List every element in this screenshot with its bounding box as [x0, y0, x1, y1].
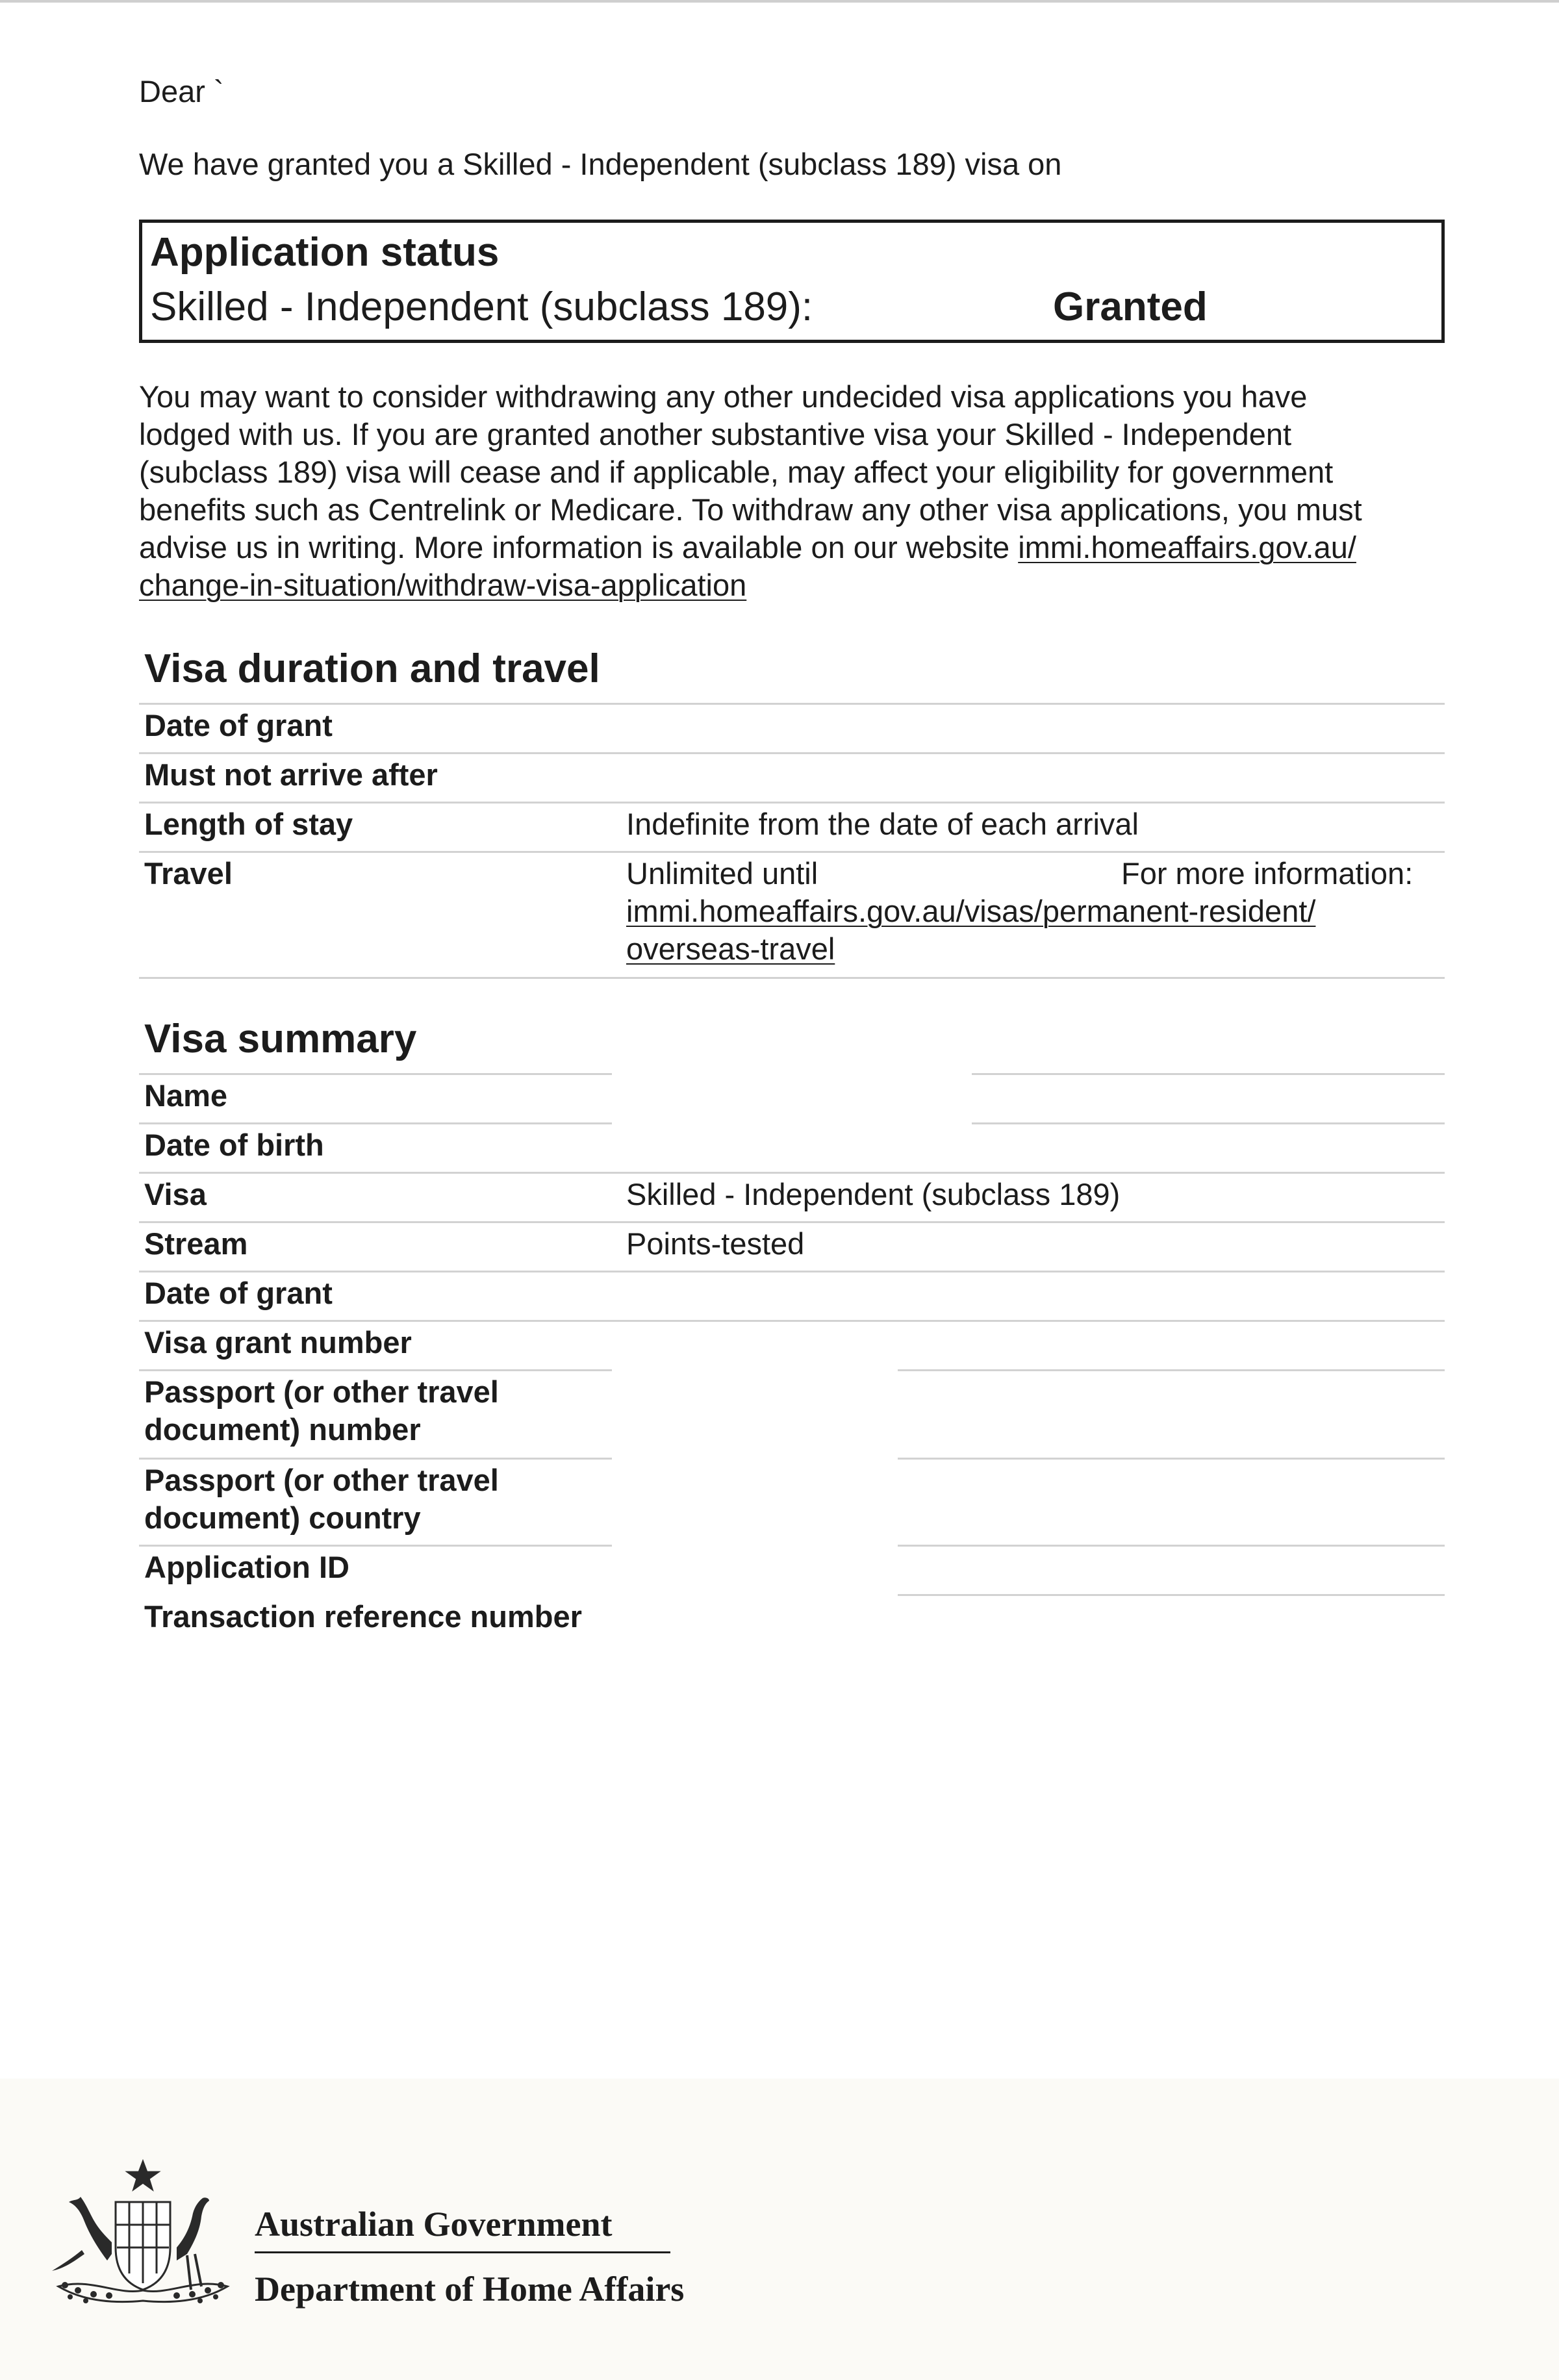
notice-line: (subclass 189) visa will cease and if applicable, may affect your eligibility for government	[139, 455, 1334, 489]
table-rule	[139, 1073, 612, 1075]
notice-line	[139, 529, 1356, 566]
application-id-label: Application ID	[144, 1550, 349, 1584]
table-rule	[139, 1172, 1445, 1174]
status-box-title: Application status	[150, 230, 500, 275]
table-rule	[139, 1458, 612, 1460]
australian-government-wordmark: Australian Government	[255, 2205, 613, 2244]
table-rule	[139, 1320, 1445, 1322]
passport-country-label-line1: Passport (or other travel	[144, 1463, 499, 1497]
table-rule	[139, 1271, 1445, 1272]
notice-line	[139, 566, 746, 604]
notice-line: benefits such as Centrelink or Medicare. To withdraw any other visa applications, you must	[139, 492, 1362, 527]
length-of-stay-label: Length of stay	[144, 807, 353, 841]
page-top-edge	[0, 0, 1559, 3]
visa-summary-title: Visa summary	[144, 1017, 417, 1061]
travel-link-line1[interactable]: immi.homeaffairs.gov.au/visas/permanent-resident/	[626, 894, 1316, 928]
application-status-box	[139, 220, 1445, 343]
status-value: Granted	[1053, 285, 1208, 329]
length-of-stay-value: Indefinite from the date of each arrival	[626, 807, 1139, 841]
visa-duration-title: Visa duration and travel	[144, 646, 600, 691]
withdraw-link-part2[interactable]: change-in-situation/withdraw-visa-application	[139, 568, 747, 602]
table-rule	[139, 802, 1445, 804]
date-of-grant-label: Date of grant	[144, 708, 333, 742]
coat-of-arms-icon	[39, 2157, 247, 2312]
wordmark-divider	[255, 2251, 670, 2253]
passport-country-label-line2: document) country	[144, 1500, 421, 1535]
visa-value: Skilled - Independent (subclass 189)	[626, 1177, 1121, 1211]
passport-number-label-line1: Passport (or other travel	[144, 1374, 499, 1409]
table-rule	[139, 703, 1445, 705]
table-rule	[139, 1369, 612, 1371]
notice-line-text: advise us in writing. More information is available on our website	[139, 530, 1019, 564]
table-rule	[139, 752, 1445, 754]
stream-value: Points-tested	[626, 1226, 805, 1261]
travel-value: Unlimited until	[626, 856, 818, 891]
visa-grant-number-label: Visa grant number	[144, 1325, 412, 1360]
visa-label: Visa	[144, 1177, 207, 1211]
withdraw-link-part1[interactable]: immi.homeaffairs.gov.au/	[1018, 530, 1356, 564]
table-rule	[139, 1122, 612, 1124]
travel-more-info: For more information:	[1121, 856, 1413, 891]
status-visa-label: Skilled - Independent (subclass 189):	[150, 285, 813, 329]
table-rule	[898, 1369, 1445, 1371]
stream-label: Stream	[144, 1226, 248, 1261]
table-rule	[898, 1545, 1445, 1547]
table-rule	[139, 851, 1445, 853]
passport-number-label-line2: document) number	[144, 1412, 421, 1447]
table-rule	[139, 1545, 612, 1547]
notice-line: You may want to consider withdrawing any other undecided visa applications you have	[139, 379, 1308, 414]
department-wordmark: Department of Home Affairs	[255, 2270, 685, 2309]
salutation: Dear `	[139, 74, 224, 108]
travel-label: Travel	[144, 856, 233, 891]
table-rule	[972, 1122, 1445, 1124]
table-rule	[139, 1221, 1445, 1223]
table-rule	[898, 1458, 1445, 1460]
name-label: Name	[144, 1078, 228, 1113]
intro-sentence: We have granted you a Skilled - Independent (subclass 189) visa on	[139, 147, 1062, 181]
table-rule	[898, 1594, 1445, 1596]
transaction-reference-label: Transaction reference number	[144, 1599, 582, 1634]
date-of-birth-label: Date of birth	[144, 1128, 324, 1162]
table-rule	[972, 1073, 1445, 1075]
summary-date-of-grant-label: Date of grant	[144, 1276, 333, 1310]
table-rule	[139, 977, 1445, 979]
notice-line: lodged with us. If you are granted another substantive visa your Skilled - Independent	[139, 417, 1292, 451]
must-not-arrive-label: Must not arrive after	[144, 757, 438, 792]
travel-link-line2[interactable]: overseas-travel	[626, 931, 835, 966]
